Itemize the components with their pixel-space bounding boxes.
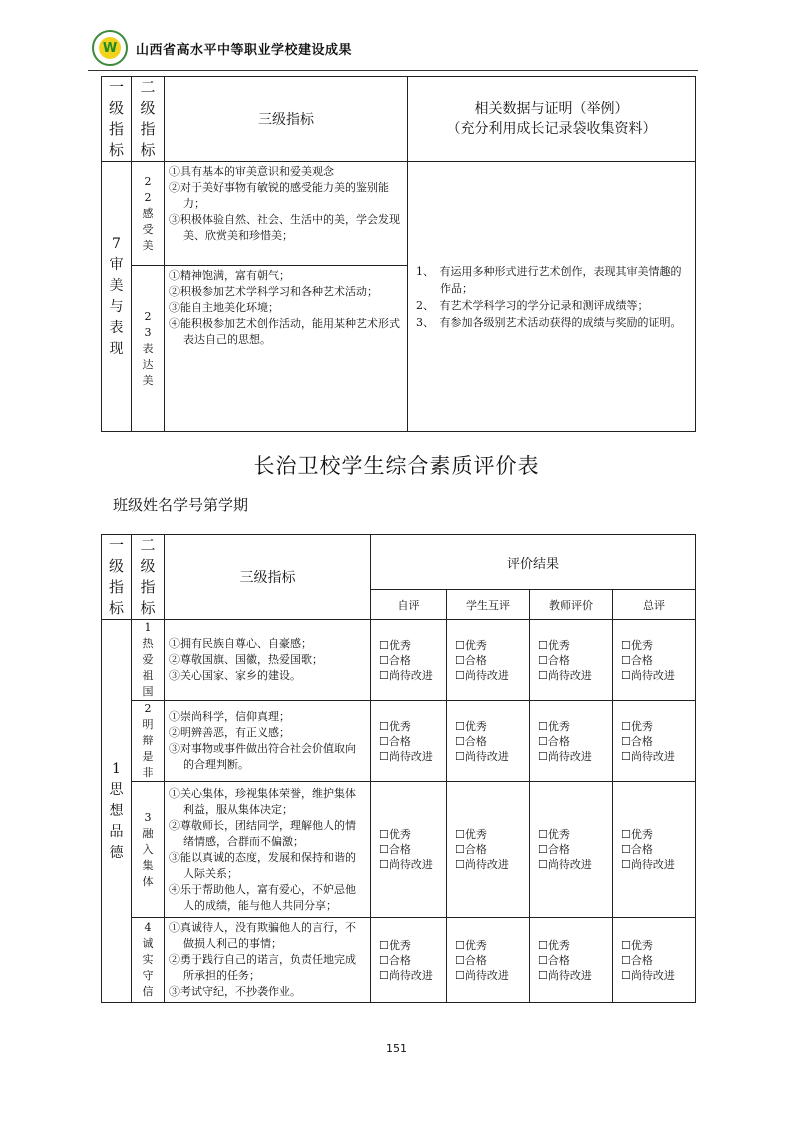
options-cell[interactable]: ☐优秀 ☐合格 ☐尚待改进 xyxy=(371,782,447,918)
items-feel-beauty: ①具有基本的审美意识和爱美观念 ②对于美好事物有敏锐的感受能力美的鉴别能力； ③积极体验自然、社会、生活中的美，学会发现美、欣赏美和珍惜美； xyxy=(165,162,408,266)
items-join-collective: ①关心集体，珍视集体荣誉，维护集体利益，服从集体决定； ②尊敬师长，团结同学，理解他人的情绪情感，合群而不偏激； ③能以真诚的态度，发展和保持和谐的人际关系； ④乐于帮助他人，富有爱心，不妒忌他人的成绩，能与他人共同分享； xyxy=(165,782,371,918)
header-evidence: 相关数据与证明（举例） （充分利用成长记录袋收集资料） xyxy=(408,77,696,162)
items-express-beauty: ①精神饱满，富有朝气； ②积极参加艺术学科学习和各种艺术活动； ③能自主地美化环境； ④能积极参加艺术创作活动，能用某种艺术形式表达自己的思想。 xyxy=(165,266,408,432)
indicator-table xyxy=(101,76,696,432)
options-cell[interactable]: ☐优秀 ☐合格 ☐尚待改进 xyxy=(447,701,530,782)
level2-right-wrong: 2 明 辩 是 非 xyxy=(132,701,165,782)
options-cell[interactable]: ☐优秀 ☐合格 ☐尚待改进 xyxy=(371,918,447,1003)
level2-express-beauty: 2 3 表 达 美 xyxy=(132,266,165,432)
options-cell[interactable]: ☐优秀 ☐合格 ☐尚待改进 xyxy=(447,620,530,701)
options-cell[interactable]: ☐优秀 ☐合格 ☐尚待改进 xyxy=(371,620,447,701)
level2-join-collective: 3 融 入 集 体 xyxy=(132,782,165,918)
options-cell[interactable]: ☐优秀 ☐合格 ☐尚待改进 xyxy=(371,701,447,782)
options-cell[interactable]: ☐优秀 ☐合格 ☐尚待改进 xyxy=(530,782,613,918)
school-logo xyxy=(92,30,128,66)
eval-header-result: 评价结果 xyxy=(371,535,696,590)
level1-moral: 1 思 想 品 德 xyxy=(102,620,132,1003)
col-overall: 总评 xyxy=(613,590,696,620)
options-cell[interactable]: ☐优秀 ☐合格 ☐尚待改进 xyxy=(530,918,613,1003)
level2-love-country: 1 热 爱 祖 国 xyxy=(132,620,165,701)
evaluation-table xyxy=(101,534,696,1003)
options-cell[interactable]: ☐优秀 ☐合格 ☐尚待改进 xyxy=(530,620,613,701)
header-level3: 三级指标 xyxy=(165,77,408,162)
header-rule xyxy=(88,70,698,71)
level1-aesthetic: 7 审 美 与 表 现 xyxy=(102,162,132,432)
options-cell[interactable]: ☐优秀 ☐合格 ☐尚待改进 xyxy=(613,701,696,782)
eval-header-level1: 一 级 指 标 xyxy=(102,535,132,620)
options-cell[interactable]: ☐优秀 ☐合格 ☐尚待改进 xyxy=(613,620,696,701)
options-cell[interactable]: ☐优秀 ☐合格 ☐尚待改进 xyxy=(613,918,696,1003)
header-level1: 一 级 指 标 xyxy=(102,77,132,162)
eval-header-level3: 三级指标 xyxy=(165,535,371,620)
col-teacher: 教师评价 xyxy=(530,590,613,620)
options-cell[interactable]: ☐优秀 ☐合格 ☐尚待改进 xyxy=(447,782,530,918)
page-number: 151 xyxy=(386,1042,407,1055)
evidence-list: 1、 有运用多种形式进行艺术创作，表现其审美情趣的作品； 2、 有艺术学科学习的学分记录和测评成绩等； 3、 有参加各级别艺术活动获得的成绩与奖励的证明。 xyxy=(408,162,696,432)
items-love-country: ①拥有民族自尊心、自豪感； ②尊敬国旗、国徽，热爱国歌； ③关心国家、家乡的建设。 xyxy=(165,620,371,701)
options-cell[interactable]: ☐优秀 ☐合格 ☐尚待改进 xyxy=(530,701,613,782)
col-peer: 学生互评 xyxy=(447,590,530,620)
col-self: 自评 xyxy=(371,590,447,620)
items-honesty: ①真诚待人，没有欺骗他人的言行，不做损人利己的事情； ②勇于践行自己的诺言，负责任地完成所承担的任务； ③考试守纪，不抄袭作业。 xyxy=(165,918,371,1003)
eval-header-level2: 二 级 指 标 xyxy=(132,535,165,620)
options-cell[interactable]: ☐优秀 ☐合格 ☐尚待改进 xyxy=(447,918,530,1003)
header-title: 山西省高水平中等职业学校建设成果 xyxy=(136,42,353,58)
header-level2: 二 级 指 标 xyxy=(132,77,165,162)
level2-honesty: 4 诚 实 守 信 xyxy=(132,918,165,1003)
logo-mark: W xyxy=(102,40,118,56)
class-info-line: 班级姓名学号第学期 xyxy=(113,496,249,514)
page-header xyxy=(92,30,352,66)
options-cell[interactable]: ☐优秀 ☐合格 ☐尚待改进 xyxy=(613,782,696,918)
evaluation-title: 长治卫校学生综合素质评价表 xyxy=(253,454,540,478)
items-right-wrong: ①崇尚科学，信仰真理； ②明辨善恶，有正义感； ③对事物或事件做出符合社会价值取向的合理判断。 xyxy=(165,701,371,782)
level2-feel-beauty: 2 2 感 受 美 xyxy=(132,162,165,266)
